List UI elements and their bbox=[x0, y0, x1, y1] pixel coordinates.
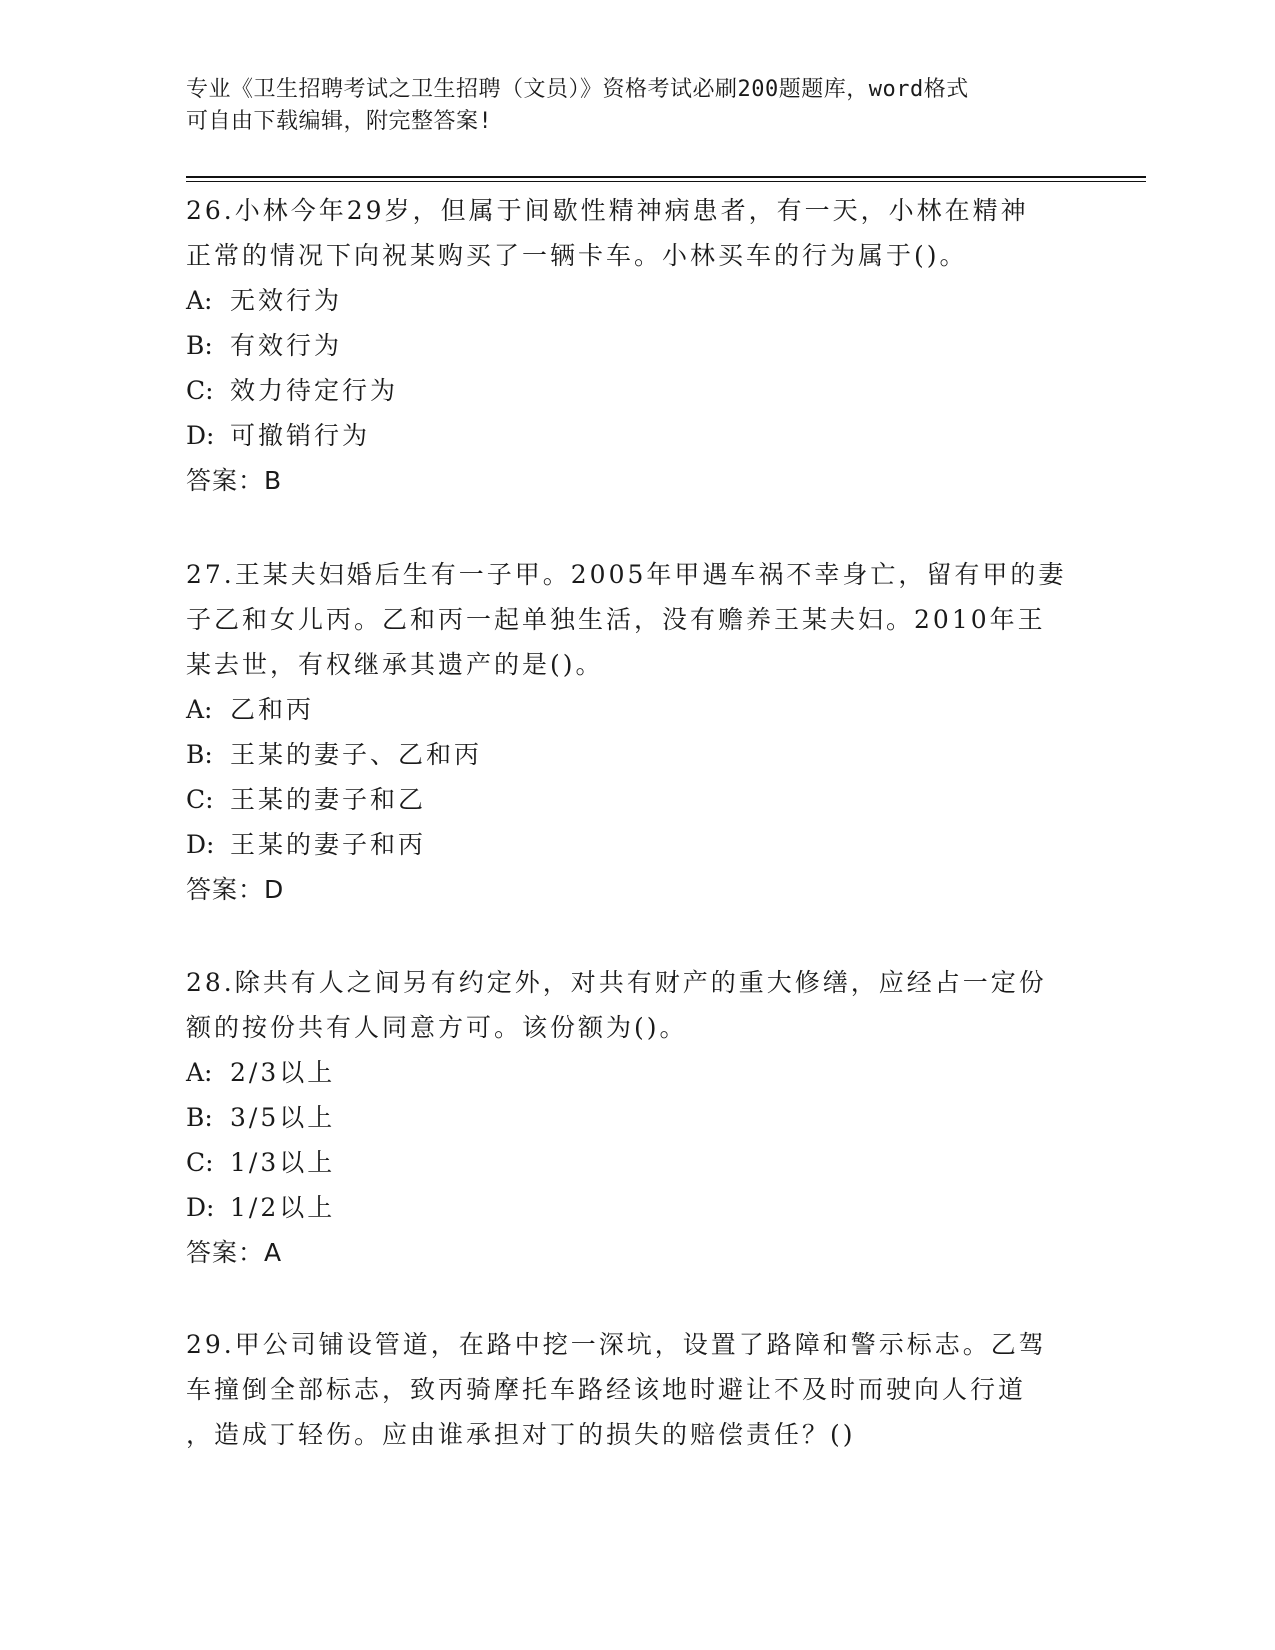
question-27 bbox=[186, 552, 1086, 912]
option-b bbox=[186, 323, 1086, 368]
option-key: D: bbox=[186, 421, 215, 450]
header-divider bbox=[186, 176, 1146, 182]
option-key: A: bbox=[186, 1058, 213, 1087]
option-key: D: bbox=[186, 1193, 215, 1222]
question-stem-line: 27.王某夫妇婚后生有一子甲。2005年甲遇车祸不幸身亡，留有甲的妻 bbox=[186, 560, 1067, 589]
option-text: 可撤销行为 bbox=[230, 421, 371, 450]
question-stem-line: 正常的情况下向祝某购买了一辆卡车。小林买车的行为属于()。 bbox=[186, 241, 968, 270]
header-line-2: 可自由下载编辑，附完整答案! bbox=[186, 109, 493, 134]
document-header bbox=[186, 74, 1066, 138]
question-26 bbox=[186, 188, 1086, 503]
option-c bbox=[186, 1140, 1086, 1185]
option-a bbox=[186, 687, 1086, 732]
answer-line: 答案：D bbox=[186, 875, 285, 904]
option-key: D: bbox=[186, 830, 215, 859]
question-stem-line: ，造成丁轻伤。应由谁承担对丁的损失的赔偿责任？() bbox=[186, 1420, 856, 1449]
question-stem-line: 28.除共有人之间另有约定外，对共有财产的重大修缮，应经占一定份 bbox=[186, 968, 1047, 997]
question-stem-line: 某去世，有权继承其遗产的是()。 bbox=[186, 650, 604, 679]
option-text: 1/3以上 bbox=[230, 1148, 336, 1177]
option-text: 乙和丙 bbox=[230, 695, 315, 724]
option-a bbox=[186, 278, 1086, 323]
question-stem-line: 29.甲公司铺设管道，在路中挖一深坑，设置了路障和警示标志。乙驾 bbox=[186, 1330, 1047, 1359]
option-text: 王某的妻子和丙 bbox=[230, 830, 427, 859]
option-a bbox=[186, 1050, 1086, 1095]
option-key: C: bbox=[186, 376, 214, 405]
option-c bbox=[186, 777, 1086, 822]
option-key: A: bbox=[186, 286, 213, 315]
option-key: B: bbox=[186, 331, 213, 360]
question-29 bbox=[186, 1322, 1086, 1457]
option-text: 无效行为 bbox=[230, 286, 343, 315]
option-text: 王某的妻子和乙 bbox=[230, 785, 427, 814]
question-stem-line: 额的按份共有人同意方可。该份额为()。 bbox=[186, 1013, 688, 1042]
option-key: B: bbox=[186, 740, 213, 769]
question-stem-line: 子乙和女儿丙。乙和丙一起单独生活，没有赡养王某夫妇。2010年王 bbox=[186, 605, 1046, 634]
option-d bbox=[186, 413, 1086, 458]
option-text: 效力待定行为 bbox=[230, 376, 399, 405]
option-d bbox=[186, 1185, 1086, 1230]
question-stem-line: 26.小林今年29岁，但属于间歇性精神病患者，有一天，小林在精神 bbox=[186, 196, 1029, 225]
question-stem-line: 车撞倒全部标志，致丙骑摩托车路经该地时避让不及时而驶向人行道 bbox=[186, 1375, 1027, 1404]
question-28 bbox=[186, 960, 1086, 1275]
option-key: B: bbox=[186, 1103, 213, 1132]
option-text: 3/5以上 bbox=[230, 1103, 336, 1132]
option-b bbox=[186, 1095, 1086, 1140]
answer-line: 答案：A bbox=[186, 1238, 283, 1267]
option-key: C: bbox=[186, 785, 214, 814]
option-text: 有效行为 bbox=[230, 331, 343, 360]
option-text: 2/3以上 bbox=[230, 1058, 336, 1087]
option-c bbox=[186, 368, 1086, 413]
option-b bbox=[186, 732, 1086, 777]
option-key: A: bbox=[186, 695, 213, 724]
option-text: 王某的妻子、乙和丙 bbox=[230, 740, 483, 769]
option-d bbox=[186, 822, 1086, 867]
answer-line: 答案：B bbox=[186, 466, 283, 495]
option-text: 1/2以上 bbox=[230, 1193, 336, 1222]
header-line-1: 专业《卫生招聘考试之卫生招聘（文员）》资格考试必刷200题题库，word格式 bbox=[186, 77, 969, 102]
option-key: C: bbox=[186, 1148, 214, 1177]
